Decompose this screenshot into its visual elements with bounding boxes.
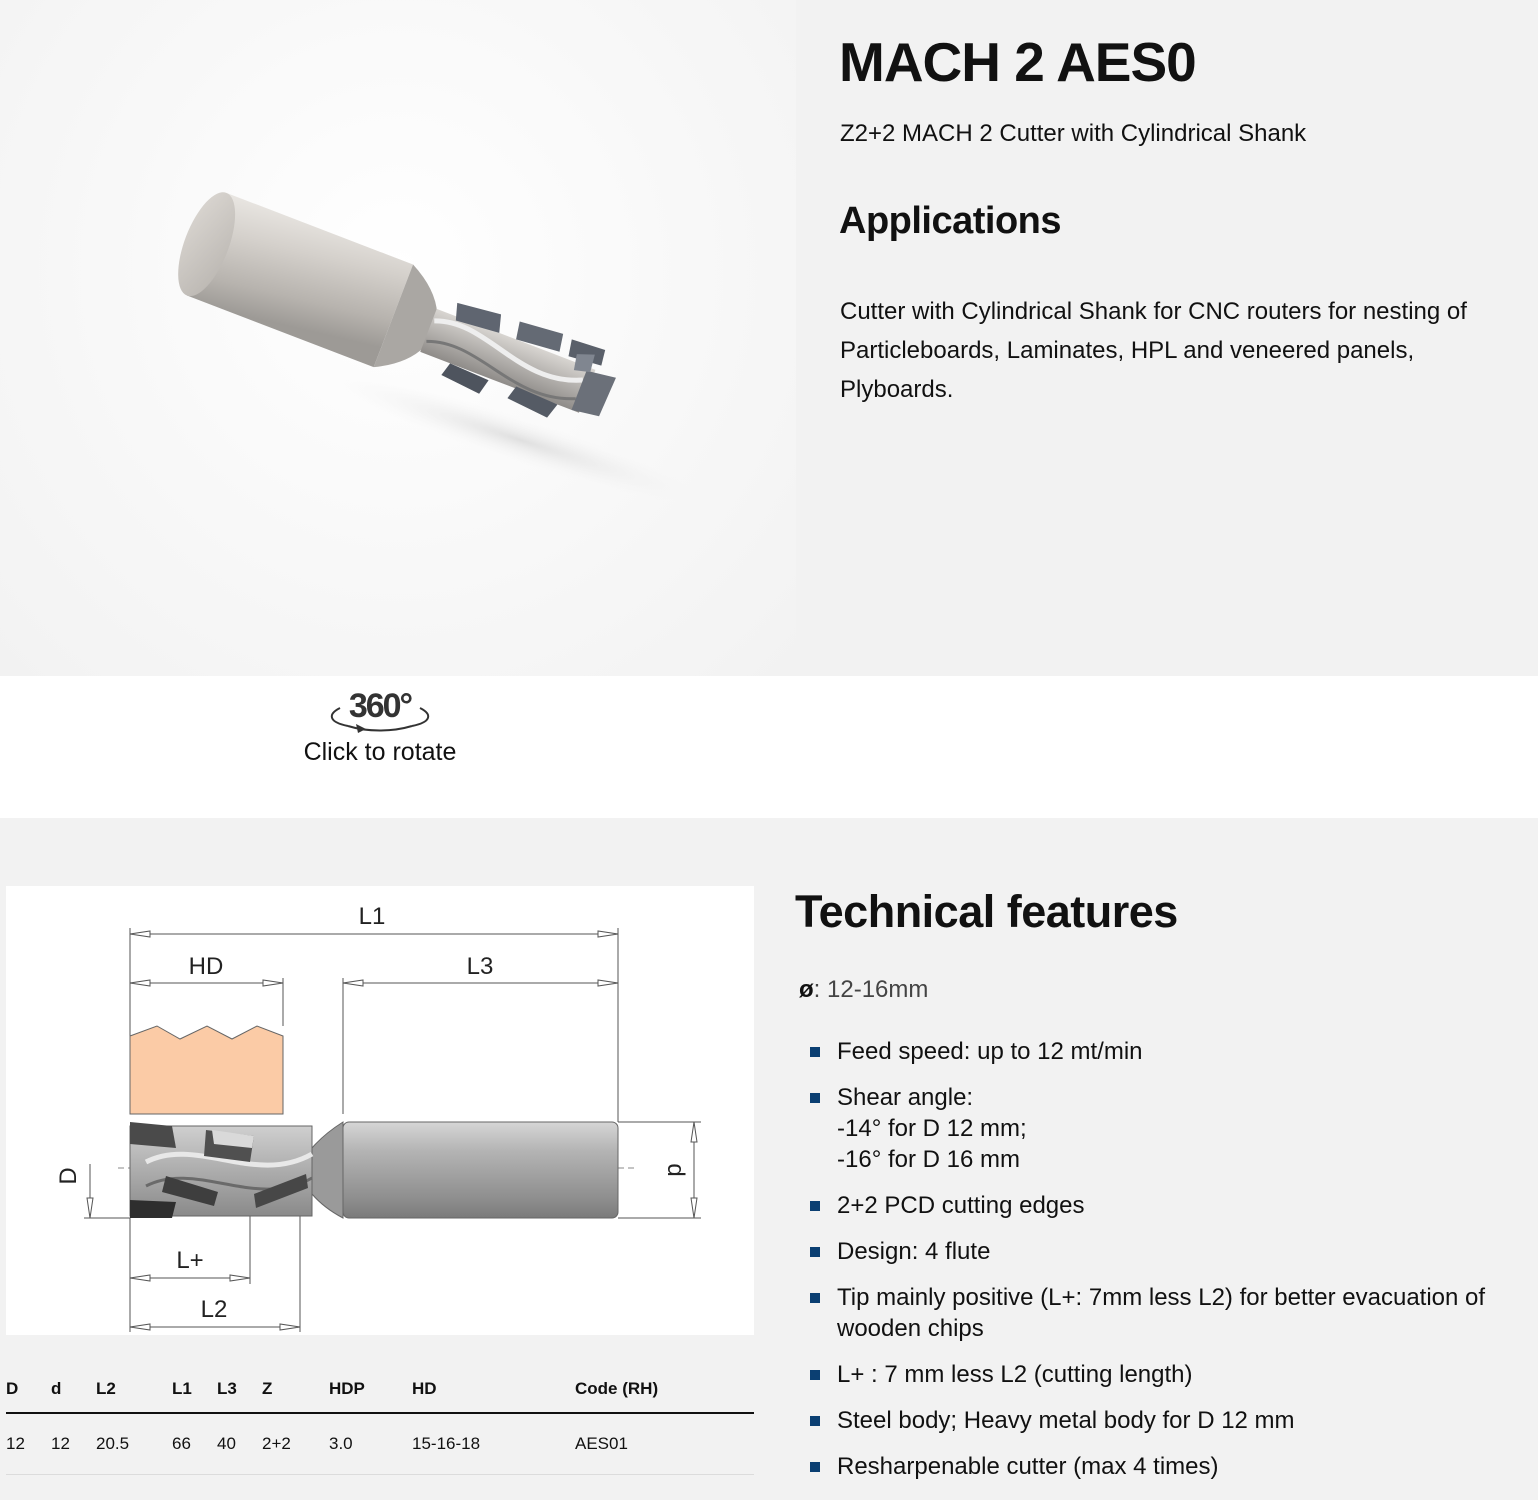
header-L1: L1 — [172, 1366, 217, 1413]
technical-section — [0, 818, 1538, 1500]
list-item — [808, 1082, 1528, 1175]
material-sample — [130, 1026, 283, 1114]
label-HD: HD — [188, 953, 224, 980]
square-bullet-icon — [810, 1293, 820, 1303]
cell-code: AES01 — [575, 1413, 754, 1475]
square-bullet-icon — [810, 1201, 820, 1211]
list-item — [808, 1359, 1528, 1390]
label-Lplus: L+ — [176, 1247, 204, 1274]
list-item — [808, 1405, 1528, 1436]
cutter-render-image — [0, 0, 796, 676]
header-D: D — [6, 1366, 51, 1413]
product-3d-viewer[interactable] — [0, 0, 796, 676]
header-code: Code (RH) — [575, 1366, 754, 1413]
square-bullet-icon — [810, 1047, 820, 1057]
list-item — [808, 1190, 1528, 1221]
table-header-row — [6, 1366, 754, 1413]
feature-text: L+ : 7 mm less L2 (cutting length) — [837, 1361, 1193, 1388]
label-L2: L2 — [200, 1296, 228, 1323]
feature-text: 2+2 PCD cutting edges — [837, 1192, 1085, 1219]
feature-text: Feed speed: up to 12 mt/min — [837, 1038, 1143, 1065]
label-d: d — [662, 1163, 689, 1177]
rotate-label: Click to rotate — [303, 738, 457, 766]
label-L1: L1 — [358, 903, 386, 930]
header-d: d — [51, 1366, 96, 1413]
list-item — [808, 1036, 1528, 1067]
diameter-value: : 12-16mm — [813, 976, 929, 1003]
cell-HD: 15-16-18 — [412, 1413, 575, 1475]
product-info-panel — [796, 0, 1538, 676]
cell-Z: 2+2 — [262, 1413, 329, 1475]
applications-text: Cutter with Cylindrical Shank for CNC routers for nesting of Particleboards, Laminates, HPL and veneered panels, Plyboards. — [840, 298, 1467, 403]
list-item — [808, 1451, 1528, 1482]
cell-L2: 20.5 — [96, 1413, 172, 1475]
technical-drawing — [6, 886, 754, 1335]
diameter-range — [799, 976, 928, 1004]
cell-D: 12 — [6, 1413, 51, 1475]
cell-L3: 40 — [217, 1413, 262, 1475]
label-L3: L3 — [466, 953, 494, 980]
feature-list — [808, 1036, 1528, 1497]
header-Z: Z — [262, 1366, 329, 1413]
feature-text: Shear angle: -14° for D 12 mm; -16° for D 16 mm — [837, 1084, 1027, 1173]
square-bullet-icon — [810, 1462, 820, 1472]
label-D: D — [55, 1167, 82, 1185]
applications-heading: Applications — [839, 200, 1062, 242]
list-item — [808, 1282, 1528, 1344]
square-bullet-icon — [810, 1370, 820, 1380]
header-L2: L2 — [96, 1366, 172, 1413]
feature-text: Steel body; Heavy metal body for D 12 mm — [837, 1407, 1295, 1434]
rotate-360-icon[interactable] — [322, 684, 438, 736]
square-bullet-icon — [810, 1416, 820, 1426]
table-row — [6, 1413, 754, 1475]
technical-features-heading: Technical features — [795, 886, 1178, 937]
product-subtitle: Z2+2 MACH 2 Cutter with Cylindrical Shank — [840, 120, 1307, 147]
cell-L1: 66 — [172, 1413, 217, 1475]
header-HDP: HDP — [329, 1366, 412, 1413]
feature-text: Tip mainly positive (L+: 7mm less L2) for better evacuation of wooden chips — [837, 1284, 1486, 1342]
list-item — [808, 1236, 1528, 1267]
diameter-symbol: ø — [799, 976, 814, 1003]
header-L3: L3 — [217, 1366, 262, 1413]
spec-table — [6, 1366, 754, 1475]
square-bullet-icon — [810, 1247, 820, 1257]
cell-d: 12 — [51, 1413, 96, 1475]
square-bullet-icon — [810, 1093, 820, 1103]
rotate-control[interactable] — [280, 684, 480, 784]
product-title: MACH 2 AES0 — [839, 31, 1196, 93]
rotate-icon-text: 360° — [348, 687, 412, 725]
cell-HDP: 3.0 — [329, 1413, 412, 1475]
header-HD: HD — [412, 1366, 575, 1413]
feature-text: Resharpenable cutter (max 4 times) — [837, 1453, 1219, 1480]
feature-text: Design: 4 flute — [837, 1238, 991, 1265]
